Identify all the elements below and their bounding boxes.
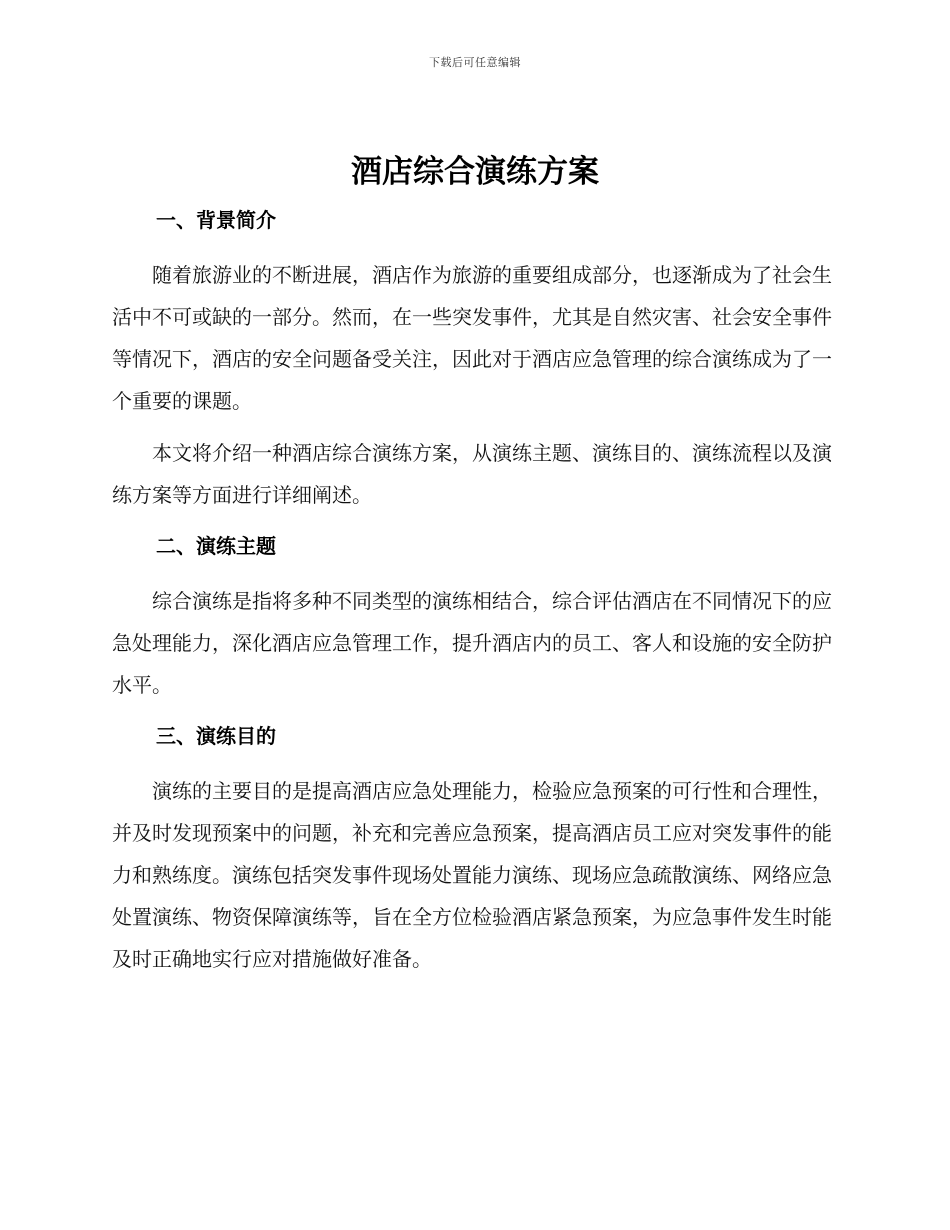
paragraph: 随着旅游业的不断进展，酒店作为旅游的重要组成部分，也逐渐成为了社会生活中不可或缺的一部分。然而，在一些突发事件，尤其是自然灾害、社会安全事件等情况下，酒店的安全问题备受关注，因此对于酒店应急管理的综合演练成为了一个重要的课题。 bbox=[112, 263, 832, 413]
paragraph: 演练的主要目的是提高酒店应急处理能力，检验应急预案的可行性和合理性，并及时发现预案中的问题，补充和完善应急预案，提高酒店员工应对突发事件的能力和熟练度。演练包括突发事件现场处置能力演练、现场应急疏散演练、网络应急处置演练、物资保障演练等，旨在全方位检验酒店紧急预案，为应急事件发生时能及时正确地实行应对措施做好准备。 bbox=[112, 779, 832, 971]
section-heading-purpose: 三、演练目的 bbox=[156, 724, 276, 748]
document-title: 酒店综合演练方案 bbox=[351, 154, 599, 190]
paragraph: 本文将介绍一种酒店综合演练方案，从演练主题、演练目的、演练流程以及演练方案等方面进行详细阐述。 bbox=[112, 441, 832, 507]
paragraph: 综合演练是指将多种不同类型的演练相结合，综合评估酒店在不同情况下的应急处理能力，深化酒店应急管理工作，提升酒店内的员工、客人和设施的安全防护水平。 bbox=[112, 589, 832, 697]
section-heading-theme: 二、演练主题 bbox=[156, 534, 276, 558]
document-body bbox=[112, 202, 832, 980]
section-heading-background: 一、背景简介 bbox=[156, 208, 276, 232]
page-header-note: 下载后可任意编辑 bbox=[429, 56, 521, 69]
